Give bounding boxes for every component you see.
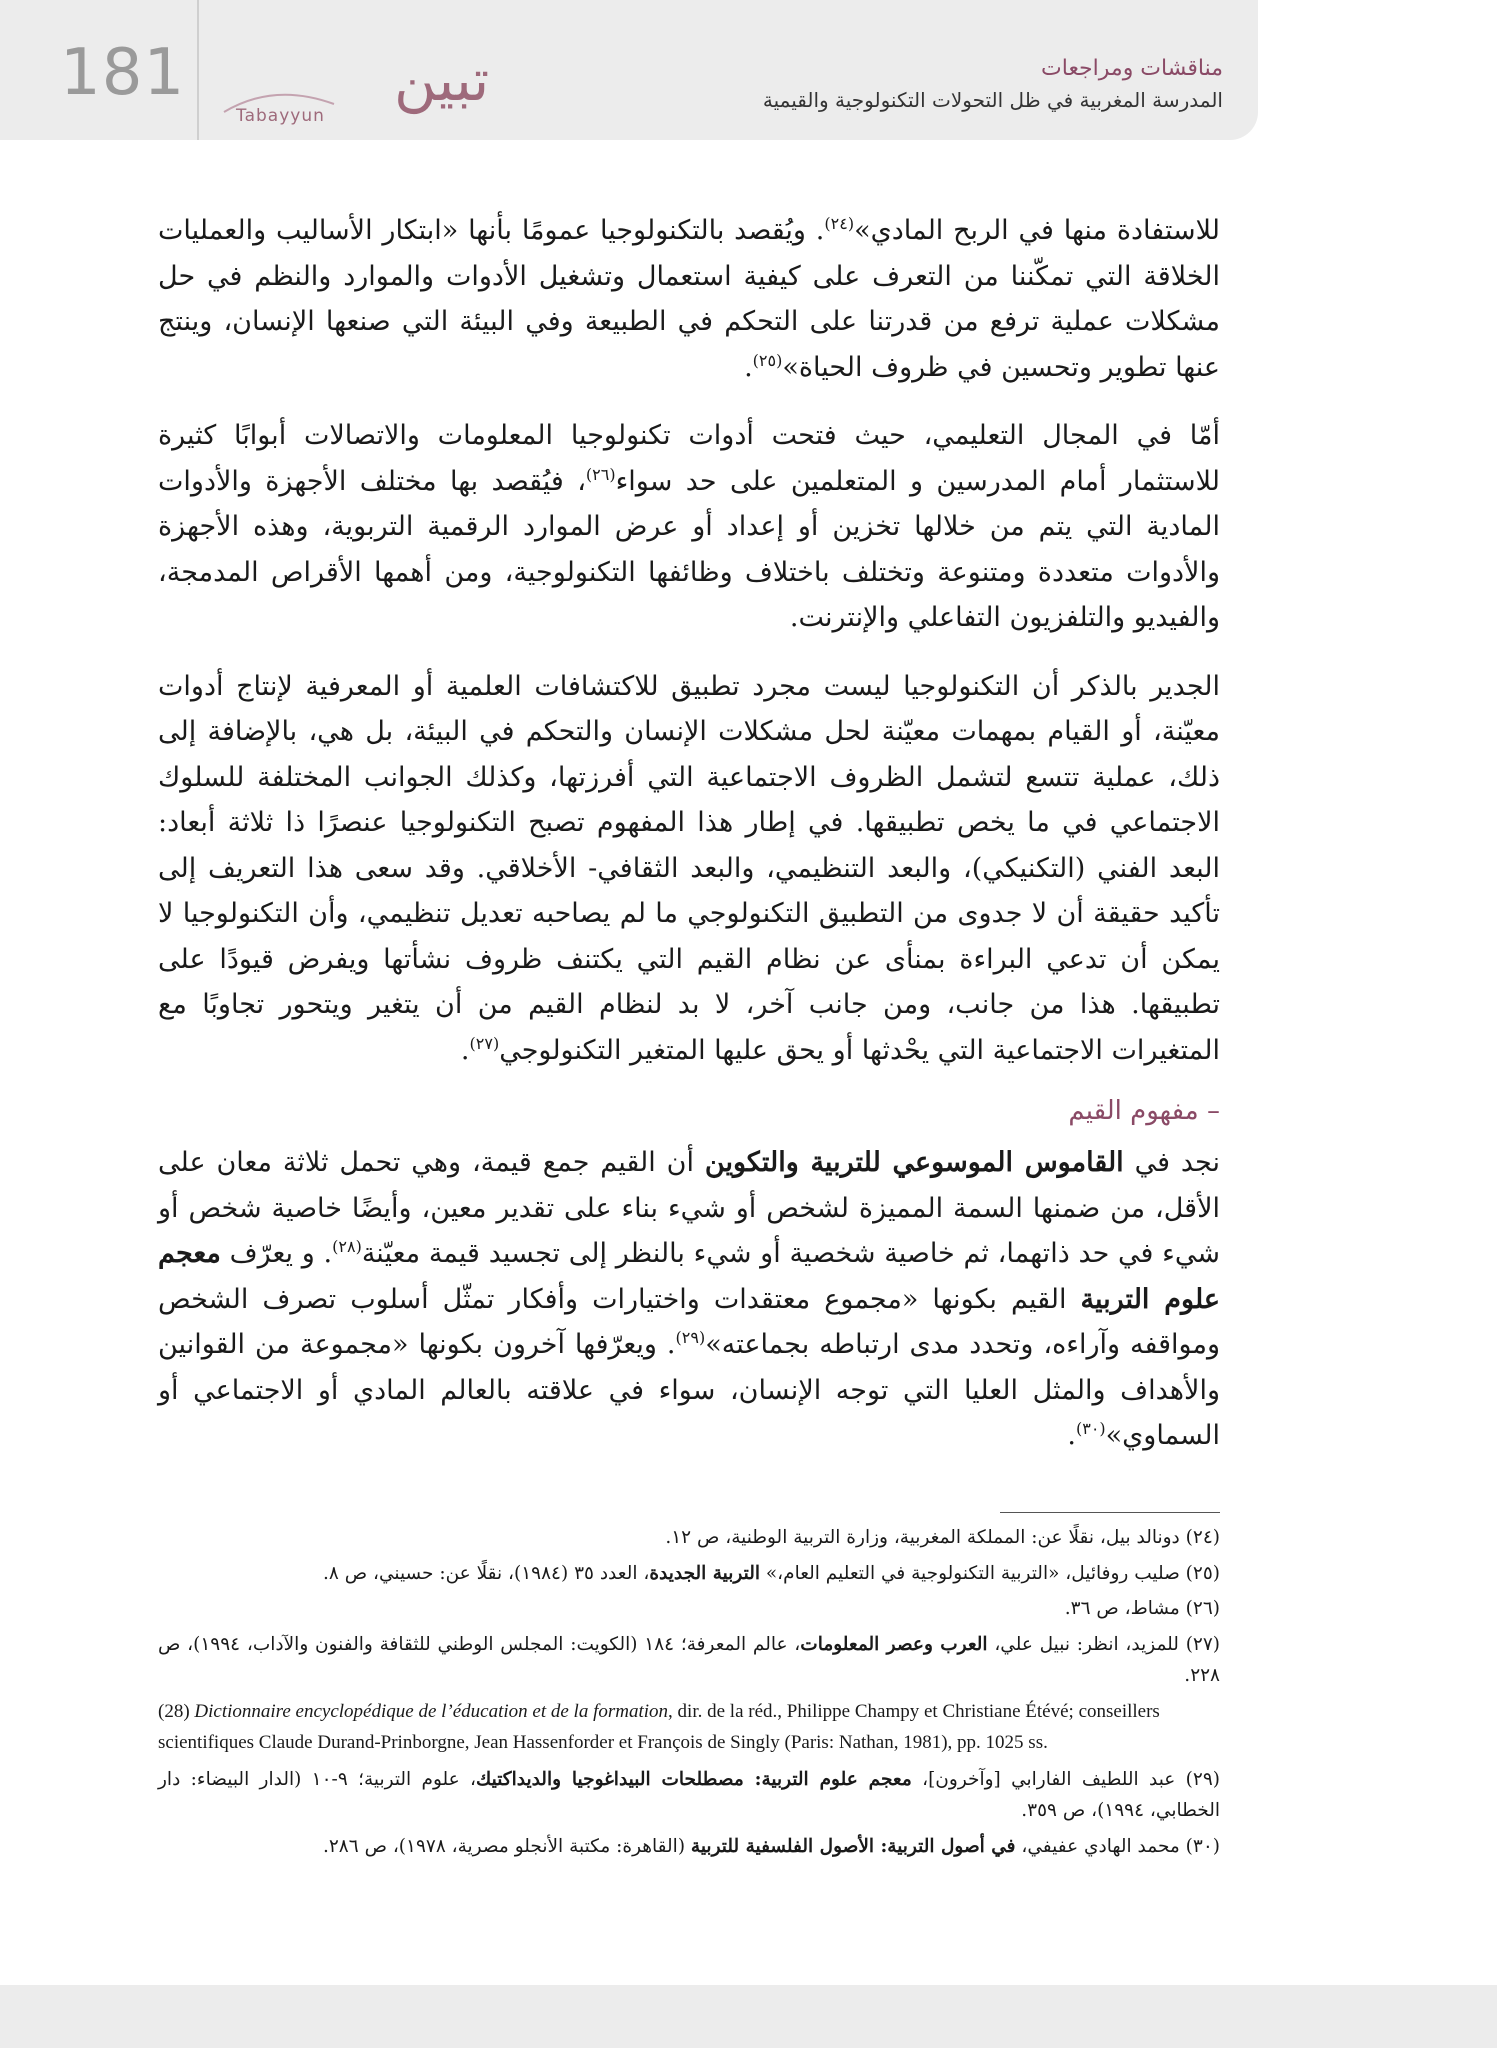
paragraph-educational-field: أمّا في المجال التعليمي، حيث فتحت أدوات تكنولوجيا المعلومات والاتصالات أبوابًا كثيرة للاستثمار أمام المدرسين و المتعلمين على حد سواء$^{(٢٦)}$، فيُقصد بها مختلف الأجهزة والأدوات المادية التي يتم من خلالها تخزين أو إعداد أو عرض الموارد الرقمية التربوية، وهذه الأجهزة والأدوات متعددة ومتنوعة وتختلف باختلاف وظائفها التكنولوجية، ومن أهمها الأقراص المدمجة، والفيديو والتلفزيون التفاعلي والإنترنت. <box>158 420 1221 633</box>
section-subtitle: المدرسة المغربية في ظل التحولات التكنولوجية والقيمية <box>762 88 1223 112</box>
article-body <box>158 208 1220 1482</box>
header-divider <box>197 0 199 140</box>
footnote-28: (28) Dictionnaire encyclopédique de l’éducation et de la formation, dir. de la réd., Philippe Champy et Christiane Étévé; conseillers scientifiques Claude Durand-Prinborgne, Jean Hassenforder et François de Singly (Paris: Nathan, 1981), pp. 1025 ss. <box>158 1700 1160 1753</box>
logo-latin: Tabayyun <box>236 106 325 126</box>
footnote-ref-24[interactable]: (٢٤) <box>824 214 855 233</box>
footnote-separator <box>1000 1512 1220 1513</box>
footnote-27: (٢٧) للمزيد، انظر: نبيل علي، العرب وعصر المعلومات، عالم المعرفة؛ ١٨٤ (الكويت: المجلس الوطني للثقافة والفنون والآداب، ١٩٩٤)، ص ٢٢٨. <box>158 1633 1221 1686</box>
paragraph-values-definition: نجد في القاموس الموسوعي للتربية والتكوين أن القيم جمع قيمة، وهي تحمل ثلاثة معان على الأقل، من ضمنها السمة المميزة لشخص أو شيء بناء على تقدير معين، وأيضًا خاصية شخص أو شيء في حد ذاتهما، ثم خاصية شخصية أو شيء بالنظر إلى تجسيد قيمة معيّنة$^{(٢٨)}$. و يعرّف معجم علوم التربية القيم بكونها «مجموع معتقدات واختيارات وأفكار تمثّل أسلوب تصرف الشخص ومواقفه وآراءه، وتحدد مدى ارتباطه بجماعته»$^{(٢٩)}$. ويعرّفها آخرون بكونها «مجموعة من القوانين والأهداف والمثل العليا التي توجه الإنسان، سواء في علاقته بالعالم المادي أو الاجتماعي أو السماوي»$^{(٣٠)}$. <box>158 1147 1221 1451</box>
paragraph-technology-dimensions: الجدير بالذكر أن التكنولوجيا ليست مجرد تطبيق للاكتشافات العلمية أو المعرفية لإنتاج أدوات معيّنة، أو القيام بمهمات معيّنة لحل مشكلات الإنسان والتحكم في البيئة، بل هي، بالإضافة إلى ذلك، عملية تتسع لتشمل الظروف الاجتماعية التي أفرزتها، وكذلك الجوانب المختلفة للسلوك الاجتماعي في ما يخص تطبيقها. في إطار هذا المفهوم تصبح التكنولوجيا عنصرًا ذا ثلاثة أبعاد: البعد الفني (التكنيكي)، والبعد التنظيمي، والبعد الثقافي- الأخلاقي. وقد سعى هذا التعريف إلى تأكيد حقيقة أن لا جدوى من التطبيق التكنولوجي ما لم يصاحبه تعديل تنظيمي، وأن التكنولوجيا لا يمكن أن تدعي البراءة بمنأى عن نظام القيم التي يكتنف ظروف نشأتها ويفرض قيودًا على تطبيقها. هذا من جانب، ومن جانب آخر، لا بد لنظام القيم من أن يتغير ويتحور تجاوبًا مع المتغيرات الاجتماعية التي يحْدثها أو يحق عليها المتغير التكنولوجي$^{(٢٧)}$. <box>158 670 1220 1066</box>
footnote-30: (٣٠) محمد الهادي عفيفي، في أصول التربية: الأصول الفلسفية للتربية (القاهرة: مكتبة الأنجلو مصرية، ١٩٧٨)، ص ٢٨٦. <box>322 1835 1220 1857</box>
logo-arabic: تبين <box>394 46 490 114</box>
paragraph-technology-definition: للاستفادة منها في الربح المادي»$^{(٢٤)}$. ويُقصد بالتكنولوجيا عمومًا بأنها «ابتكار الأساليب والعمليات الخلاقة التي تمكّننا من التعرف على كيفية استعمال وتشغيل الأدوات والموارد والنظم في حل مشكلات عملية ترفع من قدرتنا على التحكم في الطبيعة وفي البيئة التي صنعها الإنسان، وينتج عنها تطوير وتحسين في ظروف الحياة»$^{(٢٥)}$. <box>158 214 1220 383</box>
footnote-29: (٢٩) عبد اللطيف الفارابي [وآخرون]، معجم علوم التربية: مصطلحات البيداغوجيا والديداكتيك، علوم التربية؛ ٩-١٠ (الدار البيضاء: دار الخطابي، ١٩٩٤)، ص ٣٥٩. <box>158 1768 1220 1821</box>
footnotes <box>158 1522 1220 1866</box>
page-number: 181 <box>60 36 186 110</box>
footnote-ref-28[interactable]: (٢٨) <box>332 1237 362 1256</box>
bold-dictionary-title: القاموس الموسوعي للتربية والتكوين <box>704 1147 1124 1178</box>
footnote-24: (٢٤) دونالد بيل، نقلًا عن: المملكة المغربية، وزارة التربية الوطنية، ص ١٢. <box>665 1527 1220 1548</box>
footnote-ref-25[interactable]: (٢٥) <box>752 350 783 370</box>
subheading-values-concept: – مفهوم القيم <box>1068 1096 1220 1126</box>
section-title: مناقشات ومراجعات <box>1041 56 1223 81</box>
footnote-26: (٢٦) مشاط، ص ٣٦. <box>1064 1598 1220 1619</box>
footnote-ref-30[interactable]: (٣٠) <box>1075 1419 1106 1438</box>
footnote-ref-26[interactable]: (٢٦) <box>585 464 616 484</box>
footnote-25: (٢٥) صليب روفائيل، «التربية التكنولوجية في التعليم العام،» التربية الجديدة، العدد ٣٥ (١٩٨٤)، نقلًا عن: حسيني، ص ٨. <box>323 1562 1220 1584</box>
footnote-ref-27[interactable]: (٢٧) <box>469 1033 500 1053</box>
footnote-ref-29[interactable]: (٢٩) <box>675 1328 706 1347</box>
bold-lexicon-title: معجم علوم التربية <box>158 1238 1220 1315</box>
footer-band <box>0 1985 1497 2048</box>
